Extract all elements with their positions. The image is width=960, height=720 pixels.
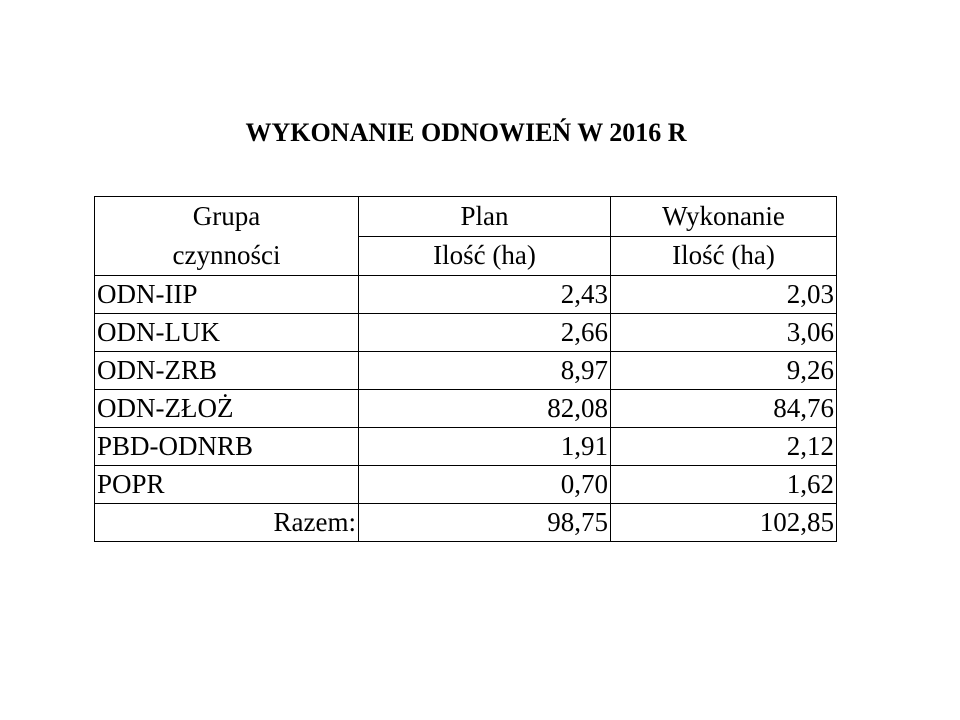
row-plan: 8,97 [359,352,611,390]
row-execution: 9,26 [611,352,837,390]
header-group-line1: Grupa [192,201,261,231]
header-row-1 [95,197,837,237]
table-row [95,314,837,352]
row-execution: 2,03 [611,276,837,314]
row-execution: 3,06 [611,314,837,352]
row-plan: 82,08 [359,390,611,428]
row-group: PBD-ODNRB [95,428,359,466]
header-plan: Plan [359,197,611,237]
row-group: POPR [95,466,359,504]
row-execution: 1,62 [611,466,837,504]
header-group-cell [95,197,359,276]
total-plan: 98,75 [359,504,611,542]
total-row [95,504,837,542]
row-plan: 2,43 [359,276,611,314]
row-plan: 2,66 [359,314,611,352]
header-execution-unit: Ilość (ha) [611,236,837,276]
row-group: ODN-LUK [95,314,359,352]
table-row [95,428,837,466]
table-row [95,390,837,428]
row-plan: 1,91 [359,428,611,466]
table-row [95,276,837,314]
table-row [95,466,837,504]
header-plan-unit: Ilość (ha) [359,236,611,276]
row-execution: 2,12 [611,428,837,466]
page-title-text: WYKONANIE ODNOWIEŃ W 2016 R [245,118,687,147]
row-group: ODN-ZŁOŻ [95,390,359,428]
table-row [95,352,837,390]
header-execution: Wykonanie [611,197,837,237]
header-group-line2: czynności [172,240,281,270]
renewal-table [94,196,837,542]
row-execution: 84,76 [611,390,837,428]
total-label: Razem: [95,504,359,542]
row-group: ODN-ZRB [95,352,359,390]
row-group: ODN-IIP [95,276,359,314]
row-plan: 0,70 [359,466,611,504]
page-title [0,118,960,148]
total-execution: 102,85 [611,504,837,542]
